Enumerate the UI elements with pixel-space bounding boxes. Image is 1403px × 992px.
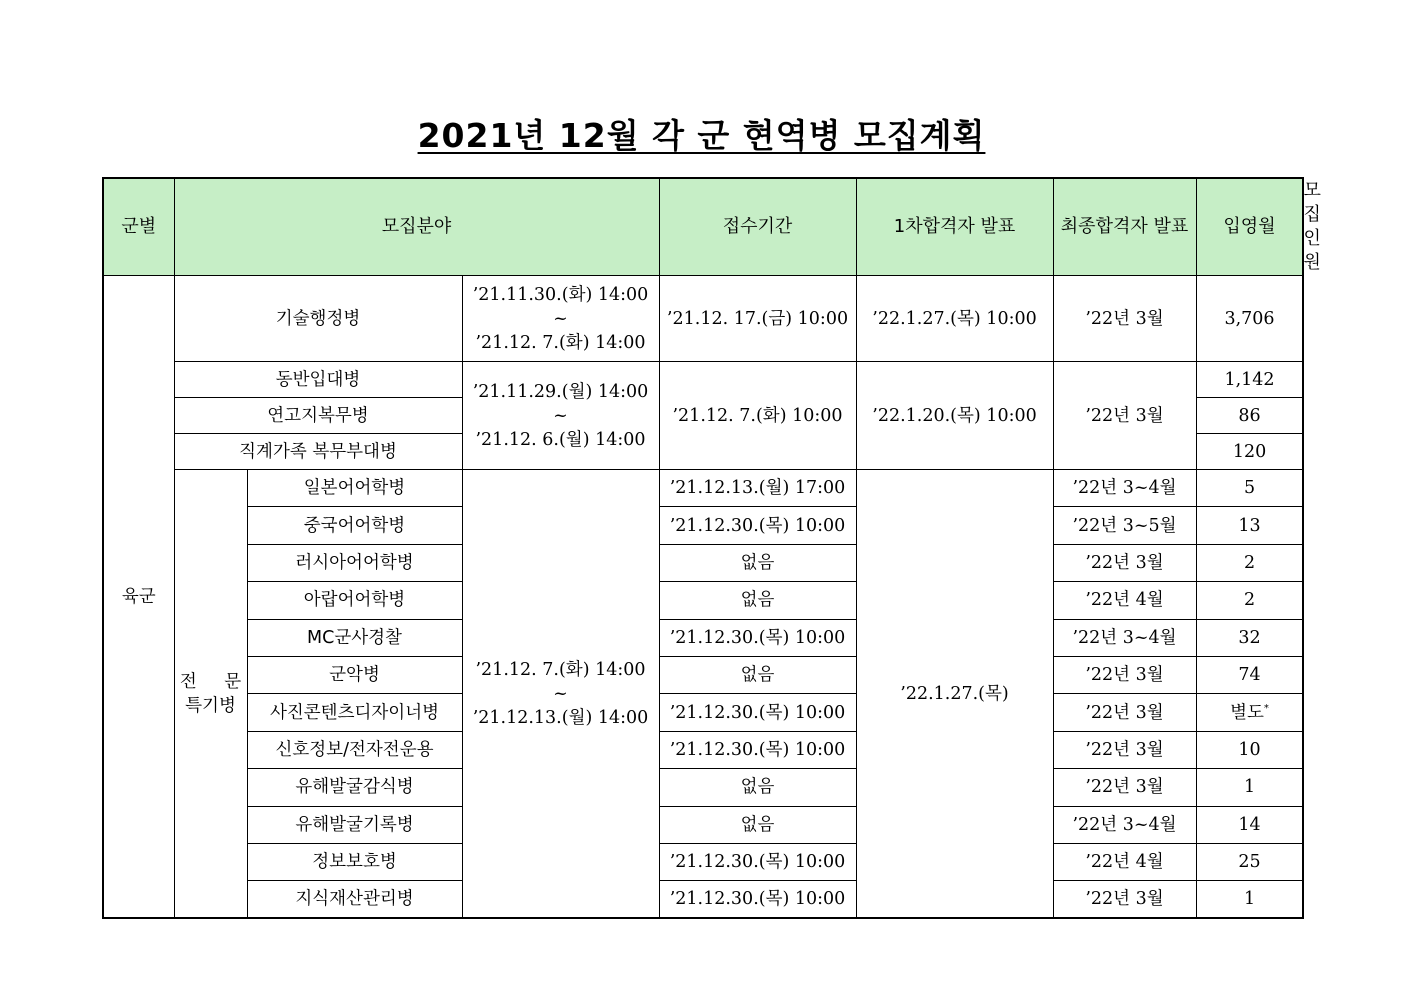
month-cell: ’22년 4월 xyxy=(1053,582,1196,619)
period-start: ’21.11.29.(월) 14:00 xyxy=(472,381,649,402)
table-row xyxy=(103,731,1303,768)
month-cell: ’22년 3~4월 xyxy=(1053,806,1196,843)
footnote-mark: * xyxy=(1263,702,1269,714)
first-announce-cell: ’21.12.30.(목) 10:00 xyxy=(659,843,856,880)
first-announce-cell: ’21.12.13.(월) 17:00 xyxy=(659,470,856,507)
period-end: ’21.12. 6.(월) 14:00 xyxy=(475,429,646,450)
count-cell: 25 xyxy=(1196,843,1303,880)
count-value: 별도 xyxy=(1230,702,1264,723)
count-cell: 3,706 xyxy=(1196,276,1303,362)
count-cell: 120 xyxy=(1196,434,1303,470)
count-cell: 1,142 xyxy=(1196,362,1303,398)
count-cell: 5 xyxy=(1196,470,1303,507)
count-cell: 32 xyxy=(1196,619,1303,656)
period-end: ’21.12. 7.(화) 14:00 xyxy=(475,332,646,353)
month-cell: ’22년 4월 xyxy=(1053,843,1196,880)
month-cell: ’22년 3월 xyxy=(1053,544,1196,581)
first-announce-cell: ’21.12. 17.(금) 10:00 xyxy=(659,276,856,362)
table-row xyxy=(103,806,1303,843)
table-row xyxy=(103,656,1303,693)
count-cell: 13 xyxy=(1196,507,1303,544)
field-cell: 사진콘텐츠디자이너병 xyxy=(247,694,462,731)
month-cell: ’22년 3월 xyxy=(1053,881,1196,918)
table-row xyxy=(103,544,1303,581)
first-announce-cell: ’21.12.30.(목) 10:00 xyxy=(659,694,856,731)
month-cell: ’22년 3월 xyxy=(1053,656,1196,693)
branch-cell: 육군 xyxy=(103,276,174,919)
field-cell: 러시아어어학병 xyxy=(247,544,462,581)
header-branch: 군별 xyxy=(103,178,174,276)
count-cell: 86 xyxy=(1196,398,1303,434)
count-cell: 14 xyxy=(1196,806,1303,843)
field-cell: MC군사경찰 xyxy=(247,619,462,656)
field-cell: 연고지복무병 xyxy=(174,398,462,434)
first-announce-cell: 없음 xyxy=(659,769,856,806)
header-field: 모집분야 xyxy=(174,178,659,276)
category-line1: 전 문 xyxy=(179,671,242,692)
period-sep: ~ xyxy=(553,683,568,704)
field-cell: 유해발굴기록병 xyxy=(247,806,462,843)
month-cell: ’22년 3월 xyxy=(1053,769,1196,806)
field-cell: 중국어어학병 xyxy=(247,507,462,544)
category-cell xyxy=(174,470,247,919)
table-row xyxy=(103,769,1303,806)
count-cell: 10 xyxy=(1196,731,1303,768)
month-cell: ’22년 3~4월 xyxy=(1053,470,1196,507)
period-end: ’21.12.13.(월) 14:00 xyxy=(472,707,649,728)
count-cell: 2 xyxy=(1196,582,1303,619)
period-cell xyxy=(462,362,659,470)
count-cell: 1 xyxy=(1196,881,1303,918)
first-announce-cell: 없음 xyxy=(659,806,856,843)
month-cell: ’22년 3~5월 xyxy=(1053,507,1196,544)
period-cell xyxy=(462,470,659,919)
first-announce-cell: 없음 xyxy=(659,582,856,619)
first-announce-cell: 없음 xyxy=(659,544,856,581)
final-announce-cell: ’22.1.27.(목) 10:00 xyxy=(856,276,1053,362)
final-announce-cell: ’22.1.20.(목) 10:00 xyxy=(856,362,1053,470)
header-first-announce: 1차합격자 발표 xyxy=(856,178,1053,276)
table-row xyxy=(103,470,1303,507)
month-cell: ’22년 3월 xyxy=(1053,362,1196,470)
month-cell: ’22년 3월 xyxy=(1053,731,1196,768)
field-cell: 기술행정병 xyxy=(174,276,462,362)
header-month: 입영월 xyxy=(1196,178,1303,276)
period-start: ’21.12. 7.(화) 14:00 xyxy=(475,659,646,680)
field-cell: 일본어어학병 xyxy=(247,470,462,507)
table-row xyxy=(103,362,1303,398)
first-announce-cell: ’21.12. 7.(화) 10:00 xyxy=(659,362,856,470)
table-row xyxy=(103,881,1303,918)
header-row: 군별 모집분야 접수기간 1차합격자 발표 최종합격자 발표 입영월 모집인원 xyxy=(103,178,1303,276)
field-cell: 신호정보/전자전운용 xyxy=(247,731,462,768)
final-announce-cell: ’22.1.27.(목) xyxy=(856,470,1053,919)
period-start: ’21.11.30.(화) 14:00 xyxy=(472,284,649,305)
header-period: 접수기간 xyxy=(659,178,856,276)
table-row xyxy=(103,582,1303,619)
field-cell: 직계가족 복무부대병 xyxy=(174,434,462,470)
table-row xyxy=(103,276,1303,362)
first-announce-cell: ’21.12.30.(목) 10:00 xyxy=(659,881,856,918)
table-row xyxy=(103,619,1303,656)
period-cell xyxy=(462,276,659,362)
field-cell: 군악병 xyxy=(247,656,462,693)
first-announce-cell: ’21.12.30.(목) 10:00 xyxy=(659,507,856,544)
table-row xyxy=(103,694,1303,731)
field-cell: 아랍어어학병 xyxy=(247,582,462,619)
month-cell: ’22년 3~4월 xyxy=(1053,619,1196,656)
field-cell: 정보보호병 xyxy=(247,843,462,880)
count-cell: 1 xyxy=(1196,769,1303,806)
table-row xyxy=(103,843,1303,880)
count-cell xyxy=(1196,694,1303,731)
count-cell: 74 xyxy=(1196,656,1303,693)
first-announce-cell: ’21.12.30.(목) 10:00 xyxy=(659,731,856,768)
field-cell: 유해발굴감식병 xyxy=(247,769,462,806)
field-cell: 지식재산관리병 xyxy=(247,881,462,918)
first-announce-cell: ’21.12.30.(목) 10:00 xyxy=(659,619,856,656)
category-line2: 특기병 xyxy=(185,695,236,716)
period-sep: ~ xyxy=(553,405,568,426)
count-cell: 2 xyxy=(1196,544,1303,581)
month-cell: ’22년 3월 xyxy=(1053,276,1196,362)
month-cell: ’22년 3월 xyxy=(1053,694,1196,731)
recruitment-table xyxy=(102,177,1321,919)
page-title: 2021년 12월 각 군 현역병 모집계획 xyxy=(417,116,986,155)
header-final-announce: 최종합격자 발표 xyxy=(1053,178,1196,276)
table-row xyxy=(103,507,1303,544)
first-announce-cell: 없음 xyxy=(659,656,856,693)
period-sep: ~ xyxy=(553,308,568,329)
field-cell: 동반입대병 xyxy=(174,362,462,398)
